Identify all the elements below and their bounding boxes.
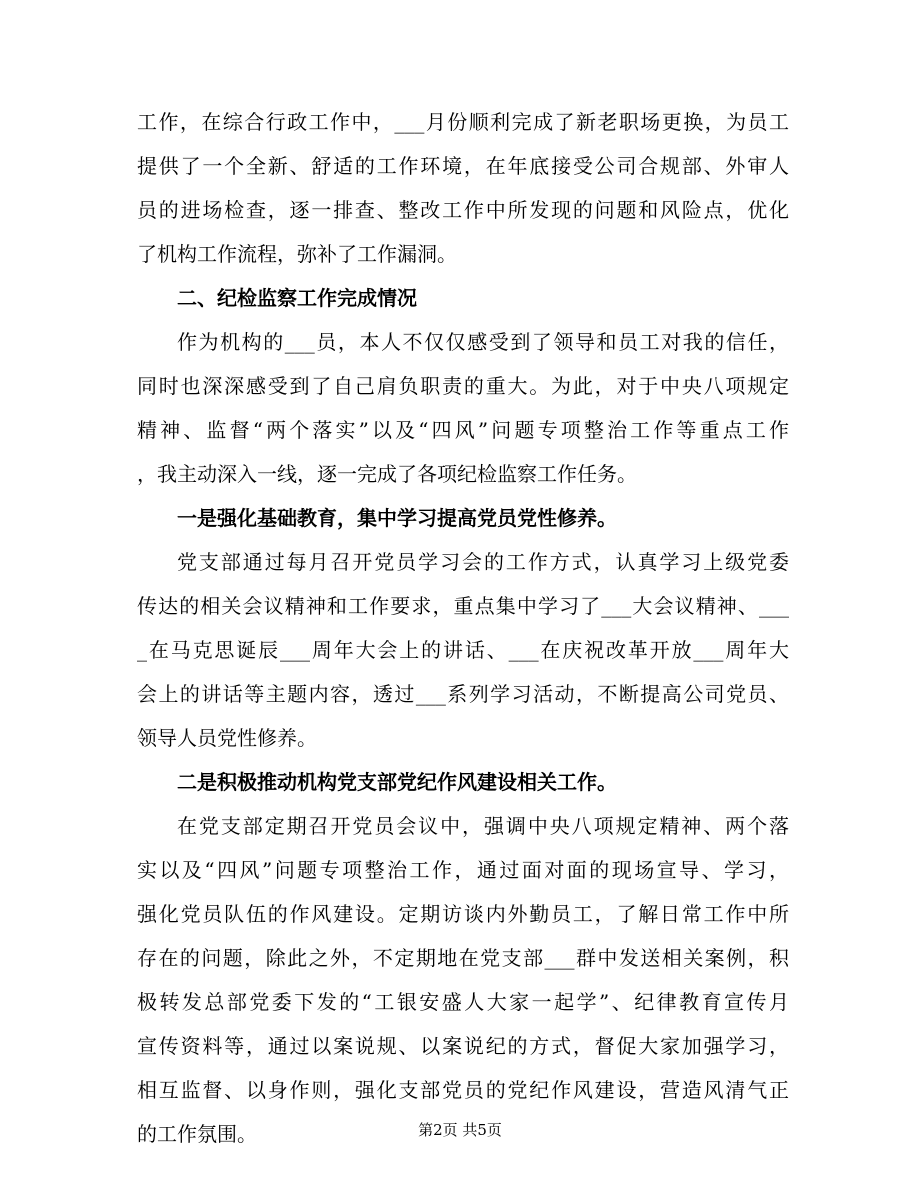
document-body <box>137 100 789 1156</box>
paragraph-line: 党支部通过每月召开党员学习会的工作方式，认真学习上级党委 <box>177 550 789 574</box>
paragraph-line: 精神、监督“两个落实”以及“四风”问题专项整治工作等重点工作 <box>137 418 789 442</box>
paragraph-line: 员的进场检查，逐一排查、整改工作中所发现的问题和风险点，优化 <box>137 198 789 222</box>
paragraph-line: 宣传资料等，通过以案说规、以案说纪的方式，督促大家加强学习， <box>137 1034 789 1058</box>
paragraph-line: 工作，在综合行政工作中，___月份顺利完成了新老职场更换，为员工 <box>137 110 789 134</box>
paragraph-line: 领导人员党性修养。 <box>137 726 317 750</box>
paragraph-line: 会上的讲话等主题内容，透过___系列学习活动，不断提高公司党员、 <box>137 682 789 706</box>
page-number: 第2页 共5页 <box>418 1121 502 1139</box>
paragraph-line: 在党支部定期召开党员会议中，强调中央八项规定精神、两个落 <box>177 814 789 838</box>
paragraph-line: 相互监督、以身作则，强化支部党员的党纪作风建设，营造风清气正 <box>137 1078 789 1102</box>
section-heading: 二、纪检监察工作完成情况 <box>177 286 417 310</box>
paragraph-line: 极转发总部党委下发的“工银安盛人大家一起学”、纪律教育宣传月 <box>137 990 789 1014</box>
section-heading: 一是强化基础教育，集中学习提高党员党性修养。 <box>177 506 617 530</box>
section-heading: 二是积极推动机构党支部党纪作风建设相关工作。 <box>177 770 617 794</box>
paragraph-line: 传达的相关会议精神和工作要求，重点集中学习了___大会议精神、___ <box>137 594 789 618</box>
paragraph-line: 提供了一个全新、舒适的工作环境，在年底接受公司合规部、外审人 <box>137 154 789 178</box>
paragraph-line: 的工作氛围。 <box>137 1122 257 1146</box>
paragraph-line: ，我主动深入一线，逐一完成了各项纪检监察工作任务。 <box>137 462 637 486</box>
paragraph-line: 实以及“四风”问题专项整治工作，通过面对面的现场宣导、学习， <box>137 858 789 882</box>
paragraph-line: 作为机构的___员，本人不仅仅感受到了领导和员工对我的信任， <box>177 330 789 354</box>
paragraph-line: _在马克思诞辰___周年大会上的讲话、___在庆祝改革开放___周年大 <box>137 638 789 662</box>
paragraph-line: 存在的问题，除此之外，不定期地在党支部___群中发送相关案例，积 <box>137 946 789 970</box>
paragraph-line: 同时也深深感受到了自己肩负职责的重大。为此，对于中央八项规定 <box>137 374 789 398</box>
paragraph-line: 了机构工作流程，弥补了工作漏洞。 <box>137 242 457 266</box>
paragraph-line: 强化党员队伍的作风建设。定期访谈内外勤员工，了解日常工作中所 <box>137 902 789 926</box>
